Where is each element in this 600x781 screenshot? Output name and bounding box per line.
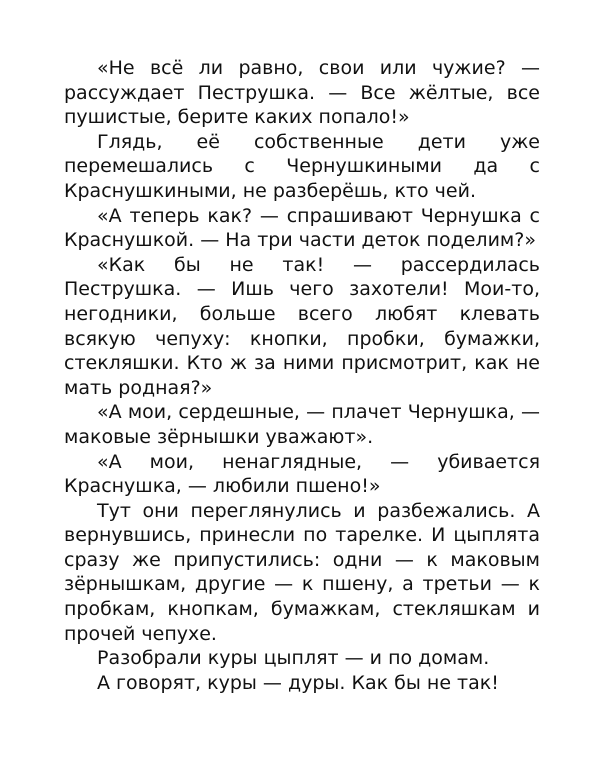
paragraph-6: «А мои, ненаглядные, — убивается Краснушка, — любили пшено!» [64, 450, 540, 498]
paragraph-8: Разобрали куры цыплят — и по домам. [97, 647, 490, 670]
paragraph-2: Глядь, её собственные дети уже перемешались с Чернушкиными да с Краснушкиными, не разберёшь, кто чей. [64, 130, 540, 202]
paragraph-4: «Как бы не так! — рассердилась Пеструшка. — Ишь чего захотели! Мои-то, негодники, больше всего любят клевать всякую чепуху: кнопки, пробки, бумажки, стекляшки. Кто ж за ними присмотрит, как не мать родная?» [64, 253, 540, 399]
paragraph-7: Тут они переглянулись и разбежались. А вернувшись, принесли по тарелке. И цыплята сразу же припустились: одни — к маковым зёрнышкам, другие — к пшену, а третьи — к пробкам, кнопкам, бумажкам, стекляшкам и прочей чепухе. [64, 499, 540, 645]
paragraph-1: «Не всё ли равно, свои или чужие? — рассуждает Пеструшка. — Все жёлтые, все пушистые, берите каких попало!» [64, 57, 540, 129]
story-text [64, 56, 540, 695]
paragraph-3: «А теперь как? — спрашивают Чернушка с Краснушкой. — На три части деток поделим?» [64, 204, 540, 252]
paragraph-5: «А мои, сердешные, — плачет Чернушка, — маковые зёрнышки уважают». [64, 401, 540, 448]
paragraph-9: А говорят, куры — дуры. Как бы не так! [97, 671, 499, 694]
